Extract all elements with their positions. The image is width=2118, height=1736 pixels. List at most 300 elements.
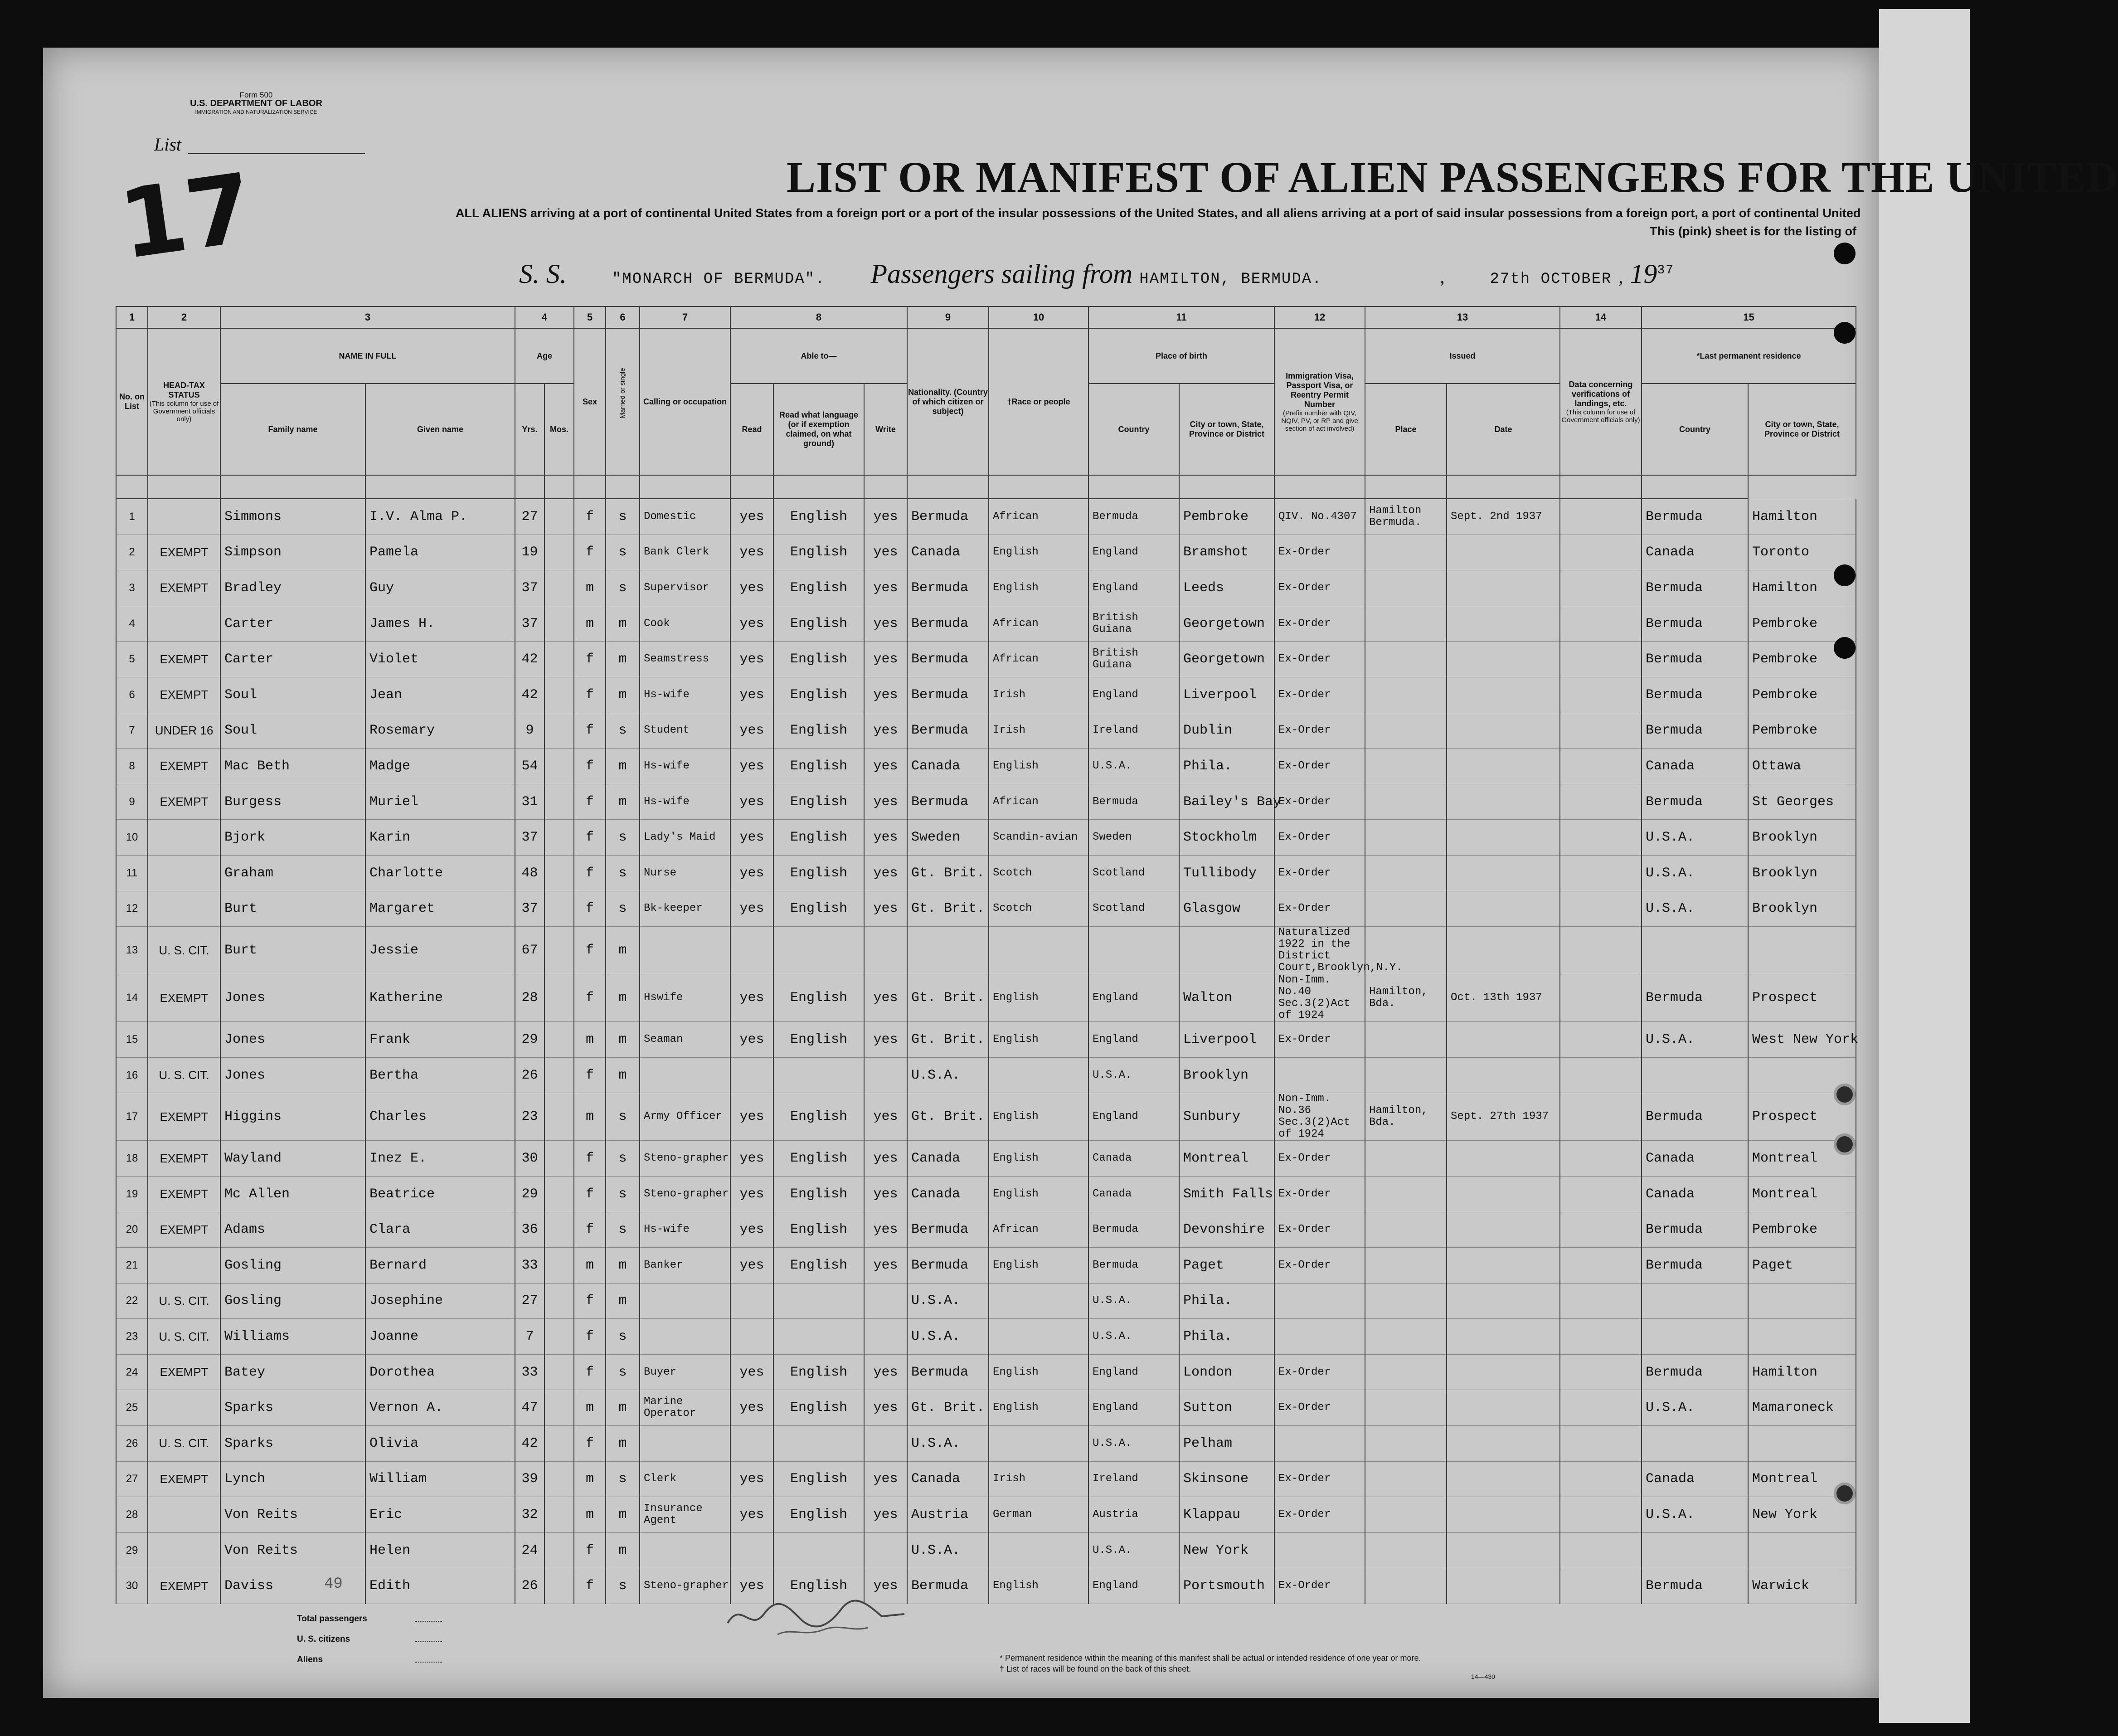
cell-list-number: 13 bbox=[116, 927, 148, 974]
cell-issued-date bbox=[1447, 1354, 1560, 1390]
cell-marital-status: m bbox=[606, 677, 640, 713]
cell-issued-date bbox=[1447, 1057, 1560, 1093]
cell-residence-country: Canada bbox=[1642, 1461, 1748, 1497]
cell-visa: Ex-Order bbox=[1274, 535, 1365, 570]
cell-can-read: yes bbox=[730, 1141, 773, 1177]
cell-residence-city: Pembroke bbox=[1748, 713, 1856, 749]
cell-verification bbox=[1560, 820, 1642, 856]
cell-birth-country: U.S.A. bbox=[1088, 749, 1179, 784]
cell-list-number: 27 bbox=[116, 1461, 148, 1497]
header-calling: Calling or occupation bbox=[640, 328, 730, 475]
cell-age-years: 31 bbox=[515, 784, 544, 820]
cell-marital-status: m bbox=[606, 1497, 640, 1533]
cell-birth-country: U.S.A. bbox=[1088, 1532, 1179, 1568]
header-issued-date: Date bbox=[1447, 384, 1560, 475]
cell-issued-date bbox=[1447, 642, 1560, 677]
header-residence-country: Country bbox=[1642, 384, 1748, 475]
table-row bbox=[116, 1426, 1856, 1462]
passengers-label: Passengers sailing from bbox=[870, 259, 1133, 289]
cell-can-write bbox=[864, 1532, 907, 1568]
cell-occupation: Supervisor bbox=[640, 570, 730, 606]
cell-read-language bbox=[773, 1426, 864, 1462]
cell-nationality bbox=[907, 927, 989, 974]
cell-given-name: Bernard bbox=[365, 1248, 515, 1284]
cell-given-name: Joanne bbox=[365, 1319, 515, 1355]
cell-residence-city bbox=[1748, 1426, 1856, 1462]
cell-birth-country: England bbox=[1088, 570, 1179, 606]
cell-marital-status: s bbox=[606, 820, 640, 856]
cell-nationality: Gt. Brit. bbox=[907, 891, 989, 927]
table-row bbox=[116, 1093, 1856, 1141]
cell-read-language: English bbox=[773, 974, 864, 1022]
cell-visa: Ex-Order bbox=[1274, 642, 1365, 677]
cell-sex: f bbox=[574, 891, 606, 927]
cell-can-write: yes bbox=[864, 1248, 907, 1284]
cell-birth-city: Liverpool bbox=[1179, 1022, 1274, 1058]
list-label: List bbox=[154, 134, 182, 155]
cell-residence-country: Canada bbox=[1642, 1141, 1748, 1177]
col-number: 7 bbox=[640, 306, 730, 328]
cell-list-number: 2 bbox=[116, 535, 148, 570]
cell-nationality: U.S.A. bbox=[907, 1319, 989, 1355]
cell-visa: Ex-Order bbox=[1274, 1176, 1365, 1212]
cell-age-months bbox=[544, 570, 574, 606]
cell-issued-date bbox=[1447, 891, 1560, 927]
cell-birth-city: Bramshot bbox=[1179, 535, 1274, 570]
cell-list-number: 7 bbox=[116, 713, 148, 749]
cell-age-years: 47 bbox=[515, 1390, 544, 1426]
cell-visa: Ex-Order bbox=[1274, 1022, 1365, 1058]
cell-sex: f bbox=[574, 713, 606, 749]
cell-residence-country bbox=[1642, 927, 1748, 974]
cell-issued-date bbox=[1447, 820, 1560, 856]
cell-issued-date bbox=[1447, 784, 1560, 820]
cell-verification bbox=[1560, 1057, 1642, 1093]
cell-residence-city bbox=[1748, 1283, 1856, 1319]
cell-can-read bbox=[730, 927, 773, 974]
cell-marital-status: s bbox=[606, 499, 640, 535]
table-row bbox=[116, 1497, 1856, 1533]
cell-nationality: Canada bbox=[907, 1176, 989, 1212]
col-number: 9 bbox=[907, 306, 989, 328]
cell-race: English bbox=[989, 1248, 1088, 1284]
cell-race: Irish bbox=[989, 677, 1088, 713]
cell-age-years: 36 bbox=[515, 1212, 544, 1248]
cell-nationality: Bermuda bbox=[907, 1354, 989, 1390]
cell-given-name: Rosemary bbox=[365, 713, 515, 749]
cell-issued-place bbox=[1365, 1057, 1447, 1093]
cell-age-years: 42 bbox=[515, 1426, 544, 1462]
cell-can-read: yes bbox=[730, 749, 773, 784]
cell-nationality: Gt. Brit. bbox=[907, 1390, 989, 1426]
cell-race: English bbox=[989, 535, 1088, 570]
cell-marital-status: m bbox=[606, 1426, 640, 1462]
cell-head-tax-status: UNDER 16 bbox=[148, 713, 220, 749]
cell-race: English bbox=[989, 1141, 1088, 1177]
cell-nationality: Bermuda bbox=[907, 606, 989, 642]
binder-hole bbox=[1834, 322, 1856, 344]
cell-issued-date bbox=[1447, 1141, 1560, 1177]
cell-residence-city: Pembroke bbox=[1748, 1212, 1856, 1248]
cell-nationality: Bermuda bbox=[907, 677, 989, 713]
cell-verification bbox=[1560, 927, 1642, 974]
cell-race bbox=[989, 1319, 1088, 1355]
cell-given-name: Katherine bbox=[365, 974, 515, 1022]
header-residence-city: City or town, State, Province or District bbox=[1748, 384, 1856, 475]
cell-sex: f bbox=[574, 1176, 606, 1212]
cell-head-tax-status bbox=[148, 1248, 220, 1284]
cell-birth-city: Pelham bbox=[1179, 1426, 1274, 1462]
cell-occupation: Marine Operator bbox=[640, 1390, 730, 1426]
cell-read-language: English bbox=[773, 1141, 864, 1177]
cell-occupation: Seamstress bbox=[640, 642, 730, 677]
cell-nationality: Bermuda bbox=[907, 570, 989, 606]
cell-issued-place bbox=[1365, 1176, 1447, 1212]
cell-sex: f bbox=[574, 499, 606, 535]
page-title: LIST OR MANIFEST OF ALIEN PASSENGERS FOR THE UNITED bbox=[787, 153, 2118, 201]
cell-can-write: yes bbox=[864, 1212, 907, 1248]
cell-residence-city: Paget bbox=[1748, 1248, 1856, 1284]
cell-head-tax-status: U. S. CIT. bbox=[148, 1319, 220, 1355]
cell-given-name: Josephine bbox=[365, 1283, 515, 1319]
cell-family-name: Gosling bbox=[220, 1248, 365, 1284]
passenger-table bbox=[116, 306, 1859, 1604]
cell-issued-place bbox=[1365, 1248, 1447, 1284]
cell-birth-city: Sunbury bbox=[1179, 1093, 1274, 1141]
cell-family-name: Jones bbox=[220, 974, 365, 1022]
cell-visa bbox=[1274, 1057, 1365, 1093]
cell-age-years: 27 bbox=[515, 1283, 544, 1319]
cell-sex: m bbox=[574, 570, 606, 606]
cell-residence-city: Montreal bbox=[1748, 1461, 1856, 1497]
cell-read-language: English bbox=[773, 1093, 864, 1141]
cell-marital-status: m bbox=[606, 1532, 640, 1568]
cell-race: English bbox=[989, 1390, 1088, 1426]
cell-race: African bbox=[989, 606, 1088, 642]
cell-age-months bbox=[544, 1568, 574, 1604]
cell-race: English bbox=[989, 570, 1088, 606]
cell-family-name: Burt bbox=[220, 891, 365, 927]
cell-list-number: 4 bbox=[116, 606, 148, 642]
cell-read-language: English bbox=[773, 820, 864, 856]
cell-race: Irish bbox=[989, 713, 1088, 749]
cell-race bbox=[989, 1426, 1088, 1462]
cell-read-language: English bbox=[773, 1212, 864, 1248]
cell-sex: f bbox=[574, 1319, 606, 1355]
cell-race: English bbox=[989, 1176, 1088, 1212]
cell-residence-country: Canada bbox=[1642, 535, 1748, 570]
cell-read-language: English bbox=[773, 784, 864, 820]
col-number: 2 bbox=[148, 306, 220, 328]
cell-visa: Ex-Order bbox=[1274, 1212, 1365, 1248]
cell-race: Scotch bbox=[989, 855, 1088, 891]
ss-label: S. S. bbox=[519, 259, 567, 289]
cell-birth-city: Skinsone bbox=[1179, 1461, 1274, 1497]
cell-head-tax-status bbox=[148, 1497, 220, 1533]
cell-issued-date bbox=[1447, 1390, 1560, 1426]
cell-can-read: yes bbox=[730, 606, 773, 642]
cell-can-read: yes bbox=[730, 891, 773, 927]
cell-family-name: Sparks bbox=[220, 1426, 365, 1462]
cell-issued-date bbox=[1447, 570, 1560, 606]
cell-occupation: Domestic bbox=[640, 499, 730, 535]
cell-visa: Ex-Order bbox=[1274, 1354, 1365, 1390]
cell-can-write bbox=[864, 927, 907, 974]
cell-can-write: yes bbox=[864, 606, 907, 642]
cell-age-months bbox=[544, 855, 574, 891]
cell-occupation: Hs-wife bbox=[640, 749, 730, 784]
cell-given-name: Olivia bbox=[365, 1426, 515, 1462]
cell-read-language bbox=[773, 1532, 864, 1568]
cell-read-language: English bbox=[773, 570, 864, 606]
col-number: 4 bbox=[515, 306, 574, 328]
cell-can-write: yes bbox=[864, 855, 907, 891]
cell-visa: Ex-Order bbox=[1274, 784, 1365, 820]
cell-birth-country: Canada bbox=[1088, 1141, 1179, 1177]
cell-verification bbox=[1560, 1497, 1642, 1533]
cell-sex: f bbox=[574, 1057, 606, 1093]
cell-marital-status: s bbox=[606, 1354, 640, 1390]
cell-issued-place bbox=[1365, 891, 1447, 927]
cell-given-name: Helen bbox=[365, 1532, 515, 1568]
cell-visa: Ex-Order bbox=[1274, 891, 1365, 927]
cell-list-number: 11 bbox=[116, 855, 148, 891]
cell-nationality: U.S.A. bbox=[907, 1057, 989, 1093]
cell-birth-country: England bbox=[1088, 677, 1179, 713]
cell-nationality: Canada bbox=[907, 535, 989, 570]
departure-port: HAMILTON, BERMUDA. bbox=[1139, 271, 1322, 288]
cell-can-write: yes bbox=[864, 784, 907, 820]
cell-occupation: Student bbox=[640, 713, 730, 749]
cell-issued-date bbox=[1447, 713, 1560, 749]
cell-given-name: Inez E. bbox=[365, 1141, 515, 1177]
cell-issued-place bbox=[1365, 1319, 1447, 1355]
cell-can-read: yes bbox=[730, 1461, 773, 1497]
header-married bbox=[606, 328, 640, 475]
cell-list-number: 30 bbox=[116, 1568, 148, 1604]
cell-family-name: Burgess bbox=[220, 784, 365, 820]
header-visa bbox=[1274, 328, 1365, 475]
table-row bbox=[116, 499, 1856, 535]
cell-issued-date bbox=[1447, 1461, 1560, 1497]
cell-occupation: Nurse bbox=[640, 855, 730, 891]
cell-nationality: U.S.A. bbox=[907, 1283, 989, 1319]
cell-family-name: Daviss bbox=[220, 1568, 365, 1604]
cell-nationality: Bermuda bbox=[907, 499, 989, 535]
table-row bbox=[116, 1248, 1856, 1284]
header-issued: Issued bbox=[1365, 328, 1560, 384]
header-yrs: Yrs. bbox=[515, 384, 544, 475]
cell-residence-country: Bermuda bbox=[1642, 1568, 1748, 1604]
cell-list-number: 24 bbox=[116, 1354, 148, 1390]
header-verifications-label: Data concerning verifications of landings, etc. bbox=[1569, 379, 1633, 408]
col-number: 14 bbox=[1560, 306, 1642, 328]
cell-residence-country: U.S.A. bbox=[1642, 1497, 1748, 1533]
cell-birth-country: England bbox=[1088, 535, 1179, 570]
cell-birth-city: Dublin bbox=[1179, 713, 1274, 749]
cell-sex: f bbox=[574, 855, 606, 891]
cell-race: English bbox=[989, 974, 1088, 1022]
cell-visa: Ex-Order bbox=[1274, 820, 1365, 856]
cell-residence-country: Bermuda bbox=[1642, 1248, 1748, 1284]
header-visa-label: Immigration Visa, Passport Visa, or Reentry Permit Number bbox=[1286, 371, 1354, 409]
cell-read-language: English bbox=[773, 855, 864, 891]
cell-can-read: yes bbox=[730, 820, 773, 856]
cell-occupation: Lady's Maid bbox=[640, 820, 730, 856]
cell-nationality: Gt. Brit. bbox=[907, 855, 989, 891]
page-number: 49 bbox=[324, 1576, 343, 1593]
cell-issued-place bbox=[1365, 1354, 1447, 1390]
cell-list-number: 16 bbox=[116, 1057, 148, 1093]
cell-verification bbox=[1560, 677, 1642, 713]
cell-age-years: 24 bbox=[515, 1532, 544, 1568]
cell-issued-place bbox=[1365, 784, 1447, 820]
cell-race: English bbox=[989, 1022, 1088, 1058]
cell-birth-city: Portsmouth bbox=[1179, 1568, 1274, 1604]
cell-age-months bbox=[544, 1426, 574, 1462]
cell-can-read bbox=[730, 1057, 773, 1093]
cell-birth-country: England bbox=[1088, 1354, 1179, 1390]
cell-read-language bbox=[773, 1283, 864, 1319]
cell-given-name: I.V. Alma P. bbox=[365, 499, 515, 535]
cell-visa bbox=[1274, 1319, 1365, 1355]
cell-visa bbox=[1274, 1426, 1365, 1462]
cell-occupation: Seaman bbox=[640, 1022, 730, 1058]
cell-issued-place bbox=[1365, 749, 1447, 784]
cell-list-number: 3 bbox=[116, 570, 148, 606]
header-able-to: Able to— bbox=[730, 328, 907, 384]
cell-occupation: Hs-wife bbox=[640, 1212, 730, 1248]
cell-verification bbox=[1560, 855, 1642, 891]
cell-list-number: 8 bbox=[116, 749, 148, 784]
cell-given-name: Eric bbox=[365, 1497, 515, 1533]
cell-head-tax-status: EXEMPT bbox=[148, 1093, 220, 1141]
cell-race: African bbox=[989, 784, 1088, 820]
cell-residence-city bbox=[1748, 1532, 1856, 1568]
cell-birth-country: Sweden bbox=[1088, 820, 1179, 856]
list-line bbox=[188, 153, 365, 154]
cell-birth-country: Austria bbox=[1088, 1497, 1179, 1533]
cell-residence-country: Bermuda bbox=[1642, 642, 1748, 677]
cell-can-read bbox=[730, 1532, 773, 1568]
cell-given-name: Charles bbox=[365, 1093, 515, 1141]
cell-birth-country: British Guiana bbox=[1088, 642, 1179, 677]
cell-can-write: yes bbox=[864, 749, 907, 784]
cell-residence-country: Bermuda bbox=[1642, 606, 1748, 642]
cell-read-language: English bbox=[773, 1354, 864, 1390]
cell-issued-date bbox=[1447, 1568, 1560, 1604]
cell-age-years: 19 bbox=[515, 535, 544, 570]
cell-age-years: 26 bbox=[515, 1568, 544, 1604]
cell-issued-place bbox=[1365, 606, 1447, 642]
cell-birth-country: England bbox=[1088, 974, 1179, 1022]
cell-list-number: 18 bbox=[116, 1141, 148, 1177]
table-row bbox=[116, 855, 1856, 891]
cell-occupation: Hs-wife bbox=[640, 677, 730, 713]
cell-verification bbox=[1560, 1212, 1642, 1248]
cell-marital-status: s bbox=[606, 1319, 640, 1355]
table-row bbox=[116, 1568, 1856, 1604]
table-row bbox=[116, 677, 1856, 713]
cell-issued-place bbox=[1365, 1283, 1447, 1319]
footer-aliens-line bbox=[415, 1662, 442, 1663]
cell-can-write: yes bbox=[864, 1176, 907, 1212]
cell-residence-country bbox=[1642, 1426, 1748, 1462]
cell-given-name: Jessie bbox=[365, 927, 515, 974]
cell-family-name: Lynch bbox=[220, 1461, 365, 1497]
cell-issued-place bbox=[1365, 1568, 1447, 1604]
cell-visa: Non-Imm. No.40 Sec.3(2)Act of 1924 bbox=[1274, 974, 1365, 1022]
cell-visa: Ex-Order bbox=[1274, 677, 1365, 713]
cell-age-years: 37 bbox=[515, 820, 544, 856]
cell-age-months bbox=[544, 1212, 574, 1248]
passenger-rows bbox=[116, 499, 1859, 1604]
cell-age-years: 30 bbox=[515, 1141, 544, 1177]
cell-birth-city: Phila. bbox=[1179, 749, 1274, 784]
cell-given-name: Pamela bbox=[365, 535, 515, 570]
cell-list-number: 23 bbox=[116, 1319, 148, 1355]
col-number: 12 bbox=[1274, 306, 1365, 328]
cell-age-years: 7 bbox=[515, 1319, 544, 1355]
cell-can-write: yes bbox=[864, 1568, 907, 1604]
col-number: 15 bbox=[1642, 306, 1856, 328]
cell-sex: m bbox=[574, 606, 606, 642]
cell-residence-city: Warwick bbox=[1748, 1568, 1856, 1604]
binder-hole bbox=[1834, 243, 1856, 264]
cell-read-language: English bbox=[773, 499, 864, 535]
cell-head-tax-status: EXEMPT bbox=[148, 570, 220, 606]
cell-birth-country: Scotland bbox=[1088, 891, 1179, 927]
cell-can-read: yes bbox=[730, 1212, 773, 1248]
cell-list-number: 20 bbox=[116, 1212, 148, 1248]
header-verifications-note: (This column for use of Government officials only) bbox=[1561, 408, 1640, 424]
table-row bbox=[116, 1022, 1856, 1058]
cell-birth-country: England bbox=[1088, 1390, 1179, 1426]
cell-can-read: yes bbox=[730, 1354, 773, 1390]
cell-can-write: yes bbox=[864, 1093, 907, 1141]
cell-visa: Ex-Order bbox=[1274, 1461, 1365, 1497]
manifest-sheet bbox=[43, 48, 2118, 1698]
table-row bbox=[116, 1212, 1856, 1248]
cell-head-tax-status: EXEMPT bbox=[148, 1212, 220, 1248]
cell-verification bbox=[1560, 749, 1642, 784]
cell-birth-city: Phila. bbox=[1179, 1283, 1274, 1319]
cell-nationality: Bermuda bbox=[907, 1212, 989, 1248]
table-row bbox=[116, 1532, 1856, 1568]
cell-verification bbox=[1560, 1461, 1642, 1497]
cell-age-months bbox=[544, 1319, 574, 1355]
cell-family-name: Carter bbox=[220, 606, 365, 642]
table-row bbox=[116, 570, 1856, 606]
cell-head-tax-status bbox=[148, 891, 220, 927]
cell-can-read: yes bbox=[730, 1176, 773, 1212]
cell-marital-status: m bbox=[606, 1390, 640, 1426]
cell-can-read: yes bbox=[730, 677, 773, 713]
cell-visa: Ex-Order bbox=[1274, 855, 1365, 891]
table-row bbox=[116, 1141, 1856, 1177]
cell-age-months bbox=[544, 642, 574, 677]
cell-nationality: Canada bbox=[907, 1141, 989, 1177]
table-row bbox=[116, 1319, 1856, 1355]
cell-birth-country: Ireland bbox=[1088, 1461, 1179, 1497]
cell-race: Scotch bbox=[989, 891, 1088, 927]
cell-read-language bbox=[773, 1319, 864, 1355]
cell-age-years: 42 bbox=[515, 642, 544, 677]
cell-can-read: yes bbox=[730, 1248, 773, 1284]
header-name-in-full: NAME IN FULL bbox=[220, 328, 515, 384]
cell-residence-country bbox=[1642, 1319, 1748, 1355]
header-age: Age bbox=[515, 328, 574, 384]
